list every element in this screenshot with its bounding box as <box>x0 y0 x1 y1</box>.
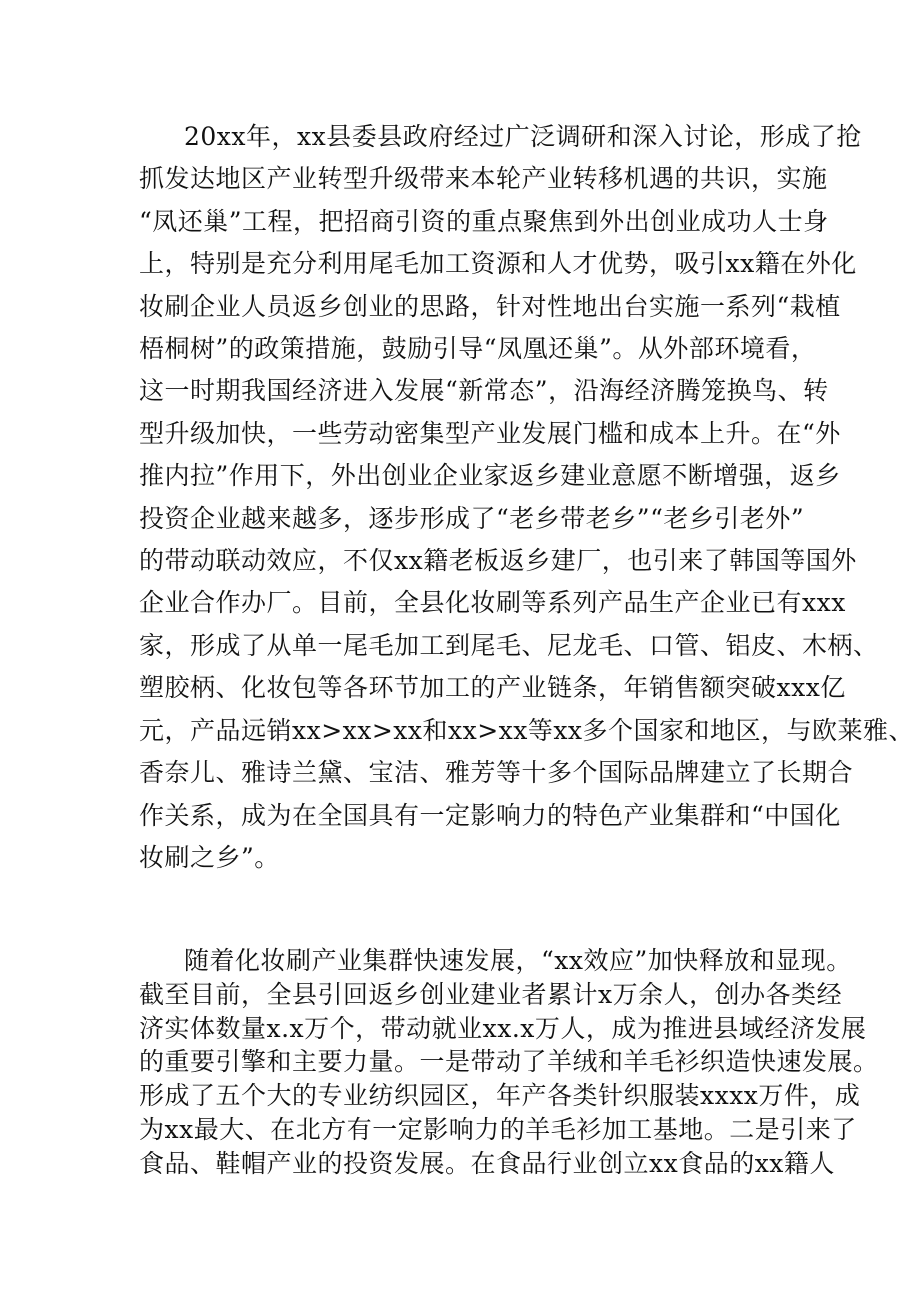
text-line: 元，产品远销xx>xx>xx和xx>xx等xx多个国家和地区，与欧莱雅、 <box>139 715 915 745</box>
text-line: 的重要引擎和主要力量。一是带动了羊绒和羊毛衫织造快速发展。 <box>139 1047 879 1077</box>
text-line: 推内拉”作用下，外出创业企业家返乡建业意愿不断增强，返乡 <box>139 461 841 491</box>
text-line: 作关系，成为在全国具有一定影响力的特色产业集群和“中国化 <box>139 800 841 830</box>
text-line: 形成了五个大的专业纺织园区，年产各类针织服装xxxx万件，成 <box>139 1081 861 1111</box>
text-line: 济实体数量x.x万个，带动就业xx.x万人，成为推进县域经济发展 <box>139 1013 867 1043</box>
text-line: 随着化妆刷产业集群快速发展，“xx效应”加快释放和显现。 <box>184 946 852 975</box>
paragraph-1 <box>139 116 915 879</box>
text-line: 型升级加快，一些劳动密集型产业发展门槛和成本上升。在“外 <box>139 418 841 448</box>
text-line: 妆刷之乡”。 <box>139 842 280 872</box>
text-line: 上，特别是充分利用尾毛加工资源和人才优势，吸引xx籍在外化 <box>139 249 857 279</box>
text-line: 企业合作办厂。目前，全县化妆刷等系列产品生产企业已有xxx <box>139 588 846 618</box>
text-line: 截至目前，全县引回返乡创业建业者累计x万余人，创办各类经 <box>139 979 843 1009</box>
text-line: 香奈儿、雅诗兰黛、宝洁、雅芳等十多个国际品牌建立了长期合 <box>139 758 854 788</box>
text-line: 20xx年，xx县委县政府经过广泛调研和深入讨论，形成了抢 <box>184 122 862 151</box>
text-line: 投资企业越来越多，逐步形成了“老乡带老乡”“老乡引老外” <box>139 503 805 533</box>
text-line: 塑胶柄、化妆包等各环节加工的产业链条，年销售额突破xxx亿 <box>139 673 846 703</box>
paragraph-2 <box>139 944 879 1181</box>
text-line: 这一时期我国经济进入发展“新常态”，沿海经济腾笼换鸟、转 <box>139 376 829 406</box>
text-line: 抓发达地区产业转型升级带来本轮产业转移机遇的共识，实施 <box>139 164 828 194</box>
text-line: 为xx最大、在北方有一定影响力的羊毛衫加工基地。二是引来了 <box>139 1114 857 1144</box>
text-line: “凤还巢”工程，把招商引资的重点聚焦到外出创业成功人士身 <box>139 206 829 236</box>
text-line: 梧桐树”的政策措施，鼓励引导“凤凰还巢”。从外部环境看， <box>139 334 817 364</box>
text-line: 家，形成了从单一尾毛加工到尾毛、尼龙毛、口管、铝皮、木柄、 <box>139 630 879 660</box>
text-line: 妆刷企业人员返乡创业的思路，针对性地出台实施一系列“栽植 <box>139 291 841 321</box>
text-line: 的带动联动效应，不仅xx籍老板返乡建厂，也引来了韩国等国外 <box>139 546 857 576</box>
text-line: 食品、鞋帽产业的投资发展。在食品行业创立xx食品的xx籍人 <box>139 1148 835 1178</box>
